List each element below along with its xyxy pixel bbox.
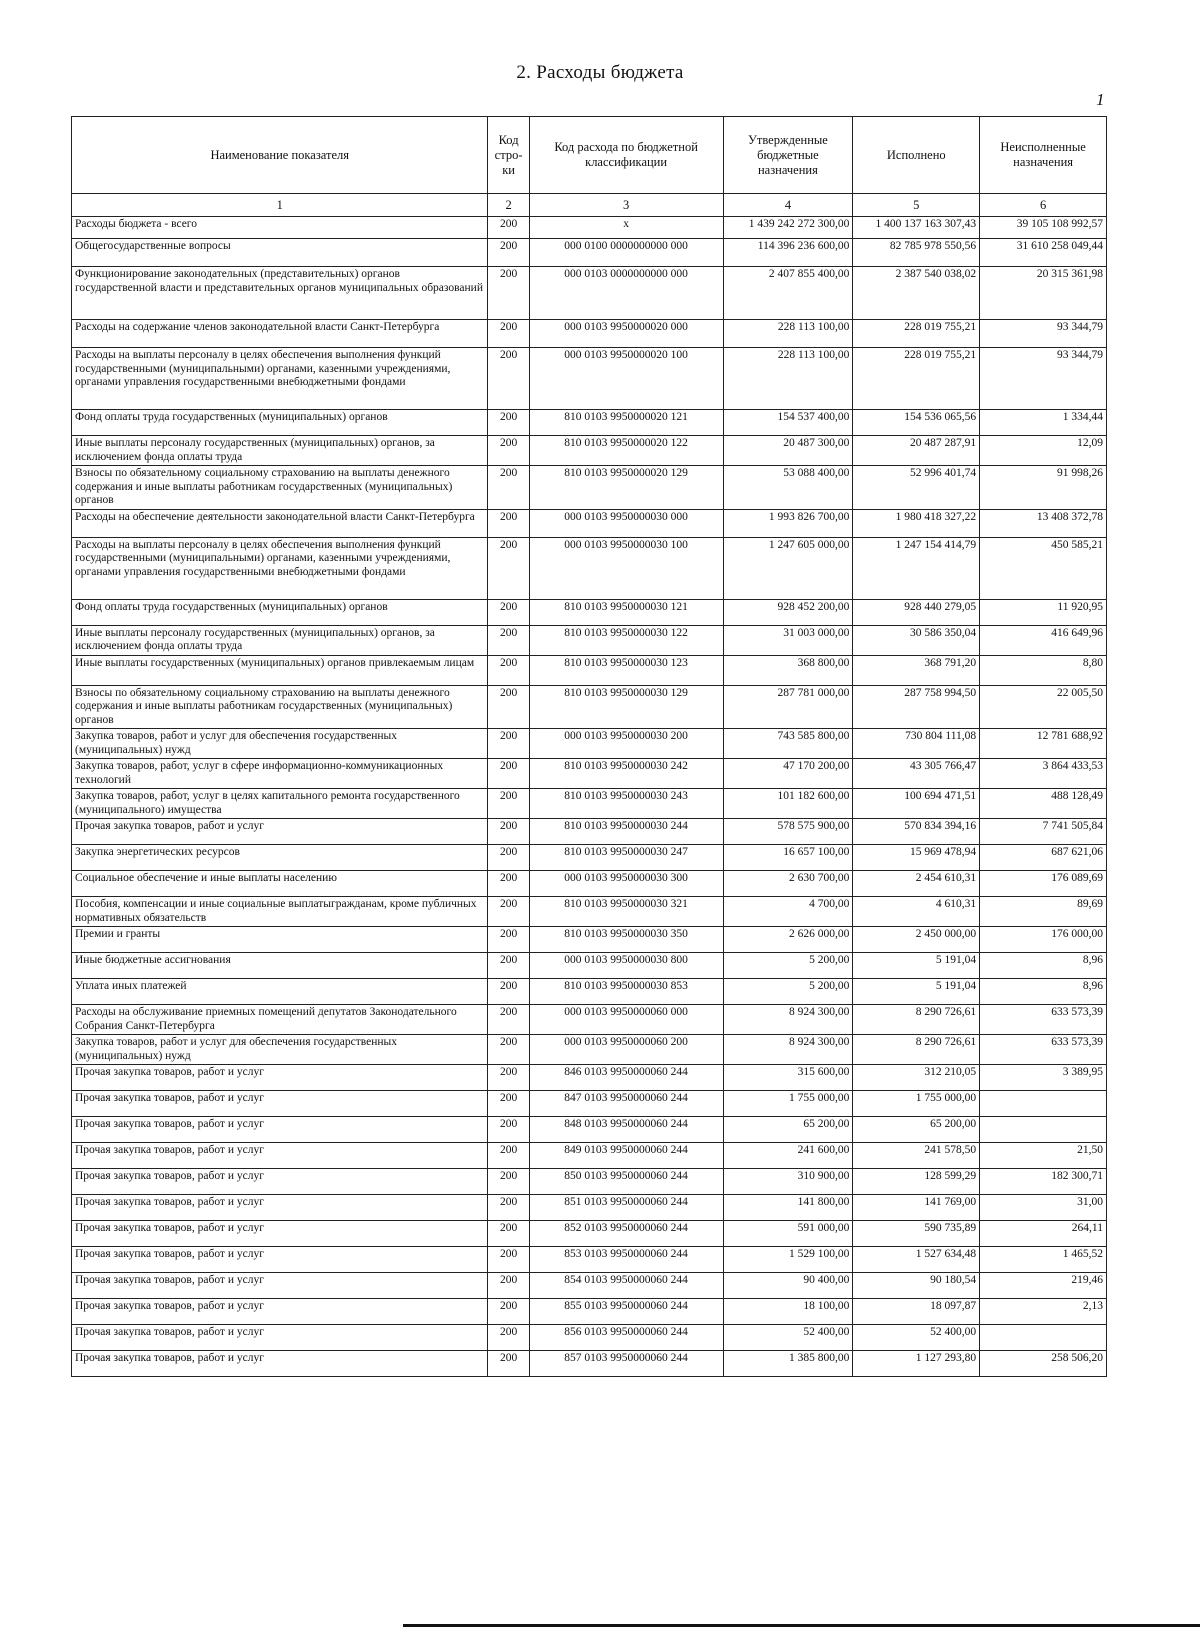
row-name: Общегосударственные вопросы <box>72 239 488 267</box>
row-unexecuted: 13 408 372,78 <box>980 509 1107 537</box>
row-line-code: 200 <box>488 599 529 625</box>
table-row <box>72 655 1107 685</box>
table-body <box>72 217 1107 1377</box>
row-unexecuted: 11 920,95 <box>980 599 1107 625</box>
table-row <box>72 348 1107 410</box>
row-name: Прочая закупка товаров, работ и услуг <box>72 1065 488 1091</box>
row-classification-code: 810 0103 9950000030 247 <box>529 845 723 871</box>
row-classification-code: 810 0103 9950000030 242 <box>529 759 723 789</box>
row-line-code: 200 <box>488 1005 529 1035</box>
row-line-code: 200 <box>488 819 529 845</box>
table-row <box>72 1351 1107 1377</box>
row-unexecuted: 8,96 <box>980 953 1107 979</box>
table-row <box>72 466 1107 510</box>
row-classification-code: 851 0103 9950000060 244 <box>529 1195 723 1221</box>
row-executed: 52 400,00 <box>853 1325 980 1351</box>
row-approved: 1 529 100,00 <box>723 1247 853 1273</box>
page-title: 2. Расходы бюджета <box>516 62 684 83</box>
row-classification-code: 857 0103 9950000060 244 <box>529 1351 723 1377</box>
row-line-code: 200 <box>488 953 529 979</box>
row-executed: 100 694 471,51 <box>853 789 980 819</box>
row-classification-code: 849 0103 9950000060 244 <box>529 1143 723 1169</box>
row-executed: 1 400 137 163 307,43 <box>853 217 980 239</box>
row-executed: 241 578,50 <box>853 1143 980 1169</box>
row-approved: 2 407 855 400,00 <box>723 267 853 320</box>
row-classification-code: 846 0103 9950000060 244 <box>529 1065 723 1091</box>
row-classification-code: 000 0103 9950000030 800 <box>529 953 723 979</box>
header-executed: Исполнено <box>853 117 980 194</box>
row-approved: 228 113 100,00 <box>723 320 853 348</box>
row-name: Прочая закупка товаров, работ и услуг <box>72 1195 488 1221</box>
row-approved: 591 000,00 <box>723 1221 853 1247</box>
table-row <box>72 1273 1107 1299</box>
row-executed: 18 097,87 <box>853 1299 980 1325</box>
row-line-code: 200 <box>488 1035 529 1065</box>
table-row <box>72 979 1107 1005</box>
table-row <box>72 267 1107 320</box>
row-unexecuted: 633 573,39 <box>980 1005 1107 1035</box>
row-classification-code: 810 0103 9950000030 129 <box>529 685 723 729</box>
row-name: Прочая закупка товаров, работ и услуг <box>72 1091 488 1117</box>
table-row <box>72 759 1107 789</box>
row-line-code: 200 <box>488 410 529 436</box>
row-approved: 20 487 300,00 <box>723 436 853 466</box>
table-row <box>72 1221 1107 1247</box>
row-line-code: 200 <box>488 729 529 759</box>
row-unexecuted: 416 649,96 <box>980 625 1107 655</box>
row-name: Прочая закупка товаров, работ и услуг <box>72 1117 488 1143</box>
table-row <box>72 1299 1107 1325</box>
row-line-code: 200 <box>488 1065 529 1091</box>
row-unexecuted: 488 128,49 <box>980 789 1107 819</box>
table-row <box>72 599 1107 625</box>
row-name: Взносы по обязательному социальному страхованию на выплаты денежного содержания и иные выплаты работникам государственных (муниципальных) органов <box>72 466 488 510</box>
row-name: Прочая закупка товаров, работ и услуг <box>72 1299 488 1325</box>
row-line-code: 200 <box>488 927 529 953</box>
row-approved: 2 630 700,00 <box>723 871 853 897</box>
table-row <box>72 789 1107 819</box>
row-classification-code: 848 0103 9950000060 244 <box>529 1117 723 1143</box>
table-row <box>72 239 1107 267</box>
row-unexecuted: 219,46 <box>980 1273 1107 1299</box>
table-row <box>72 1169 1107 1195</box>
row-unexecuted: 91 998,26 <box>980 466 1107 510</box>
row-classification-code: 810 0103 9950000020 129 <box>529 466 723 510</box>
row-executed: 287 758 994,50 <box>853 685 980 729</box>
row-unexecuted: 1 465,52 <box>980 1247 1107 1273</box>
row-name: Премии и гранты <box>72 927 488 953</box>
row-approved: 5 200,00 <box>723 953 853 979</box>
table-row <box>72 509 1107 537</box>
row-name: Иные бюджетные ассигнования <box>72 953 488 979</box>
row-name: Прочая закупка товаров, работ и услуг <box>72 1325 488 1351</box>
table-row <box>72 1065 1107 1091</box>
table-row <box>72 953 1107 979</box>
row-name: Уплата иных платежей <box>72 979 488 1005</box>
row-executed: 368 791,20 <box>853 655 980 685</box>
column-number: 6 <box>980 194 1107 217</box>
row-line-code: 200 <box>488 685 529 729</box>
row-approved: 8 924 300,00 <box>723 1005 853 1035</box>
row-unexecuted: 22 005,50 <box>980 685 1107 729</box>
row-approved: 53 088 400,00 <box>723 466 853 510</box>
table-row <box>72 729 1107 759</box>
row-name: Прочая закупка товаров, работ и услуг <box>72 1221 488 1247</box>
row-approved: 52 400,00 <box>723 1325 853 1351</box>
table-row <box>72 685 1107 729</box>
row-unexecuted: 21,50 <box>980 1143 1107 1169</box>
row-executed: 128 599,29 <box>853 1169 980 1195</box>
row-classification-code: 000 0103 9950000020 100 <box>529 348 723 410</box>
row-name: Прочая закупка товаров, работ и услуг <box>72 1351 488 1377</box>
table-row <box>72 1117 1107 1143</box>
row-name: Закупка товаров, работ, услуг в сфере информационно-коммуникационных технологий <box>72 759 488 789</box>
row-line-code: 200 <box>488 1299 529 1325</box>
row-classification-code: 000 0103 9950000030 000 <box>529 509 723 537</box>
row-classification-code: 850 0103 9950000060 244 <box>529 1169 723 1195</box>
table-row <box>72 1195 1107 1221</box>
row-unexecuted: 3 389,95 <box>980 1065 1107 1091</box>
row-line-code: 200 <box>488 1221 529 1247</box>
row-approved: 310 900,00 <box>723 1169 853 1195</box>
row-line-code: 200 <box>488 537 529 599</box>
row-name: Фонд оплаты труда государственных (муниципальных) органов <box>72 599 488 625</box>
row-executed: 2 454 610,31 <box>853 871 980 897</box>
row-line-code: 200 <box>488 466 529 510</box>
row-executed: 1 527 634,48 <box>853 1247 980 1273</box>
row-line-code: 200 <box>488 871 529 897</box>
row-line-code: 200 <box>488 845 529 871</box>
table-row <box>72 1247 1107 1273</box>
row-name: Функционирование законодательных (представительных) органов государственной власти и представительных органов муниципальных образований <box>72 267 488 320</box>
table-row <box>72 1091 1107 1117</box>
table-row <box>72 927 1107 953</box>
row-classification-code: 000 0103 9950000030 300 <box>529 871 723 897</box>
row-name: Прочая закупка товаров, работ и услуг <box>72 1143 488 1169</box>
footer-rule <box>403 1624 1200 1627</box>
row-line-code: 200 <box>488 509 529 537</box>
row-executed: 1 980 418 327,22 <box>853 509 980 537</box>
row-executed: 141 769,00 <box>853 1195 980 1221</box>
row-approved: 114 396 236 600,00 <box>723 239 853 267</box>
row-classification-code: 810 0103 9950000030 321 <box>529 897 723 927</box>
row-classification-code: 810 0103 9950000020 121 <box>529 410 723 436</box>
row-name: Закупка товаров, работ и услуг для обеспечения государственных (муниципальных) нужд <box>72 729 488 759</box>
row-unexecuted <box>980 1325 1107 1351</box>
row-name: Иные выплаты государственных (муниципальных) органов привлекаемым лицам <box>72 655 488 685</box>
row-line-code: 200 <box>488 320 529 348</box>
row-approved: 8 924 300,00 <box>723 1035 853 1065</box>
row-unexecuted: 3 864 433,53 <box>980 759 1107 789</box>
row-executed: 1 755 000,00 <box>853 1091 980 1117</box>
row-classification-code: 854 0103 9950000060 244 <box>529 1273 723 1299</box>
row-executed: 15 969 478,94 <box>853 845 980 871</box>
row-classification-code: 810 0103 9950000030 350 <box>529 927 723 953</box>
row-unexecuted: 8,80 <box>980 655 1107 685</box>
row-executed: 570 834 394,16 <box>853 819 980 845</box>
row-approved: 18 100,00 <box>723 1299 853 1325</box>
row-line-code: 200 <box>488 1247 529 1273</box>
row-unexecuted: 1 334,44 <box>980 410 1107 436</box>
row-approved: 101 182 600,00 <box>723 789 853 819</box>
row-unexecuted: 89,69 <box>980 897 1107 927</box>
row-approved: 1 247 605 000,00 <box>723 537 853 599</box>
row-approved: 4 700,00 <box>723 897 853 927</box>
budget-expenses-table <box>71 116 1107 1377</box>
row-classification-code: 000 0103 9950000020 000 <box>529 320 723 348</box>
row-name: Социальное обеспечение и иные выплаты населению <box>72 871 488 897</box>
row-line-code: 200 <box>488 267 529 320</box>
row-unexecuted: 258 506,20 <box>980 1351 1107 1377</box>
row-unexecuted <box>980 1117 1107 1143</box>
table-header-row <box>72 117 1107 194</box>
row-name: Закупка товаров, работ и услуг для обеспечения государственных (муниципальных) нужд <box>72 1035 488 1065</box>
row-executed: 228 019 755,21 <box>853 348 980 410</box>
row-executed: 20 487 287,91 <box>853 436 980 466</box>
header-name: Наименование показателя <box>72 117 488 194</box>
row-approved: 743 585 800,00 <box>723 729 853 759</box>
row-unexecuted: 450 585,21 <box>980 537 1107 599</box>
row-executed: 928 440 279,05 <box>853 599 980 625</box>
row-approved: 2 626 000,00 <box>723 927 853 953</box>
row-classification-code: 847 0103 9950000060 244 <box>529 1091 723 1117</box>
row-line-code: 200 <box>488 759 529 789</box>
table-row <box>72 871 1107 897</box>
table-row <box>72 1005 1107 1035</box>
row-executed: 590 735,89 <box>853 1221 980 1247</box>
row-name: Прочая закупка товаров, работ и услуг <box>72 1273 488 1299</box>
row-approved: 368 800,00 <box>723 655 853 685</box>
row-approved: 1 439 242 272 300,00 <box>723 217 853 239</box>
header-unexecuted: Неисполненные назначения <box>980 117 1107 194</box>
row-classification-code: 000 0103 9950000030 200 <box>529 729 723 759</box>
row-unexecuted: 2,13 <box>980 1299 1107 1325</box>
row-line-code: 200 <box>488 1351 529 1377</box>
row-approved: 241 600,00 <box>723 1143 853 1169</box>
row-approved: 31 003 000,00 <box>723 625 853 655</box>
row-approved: 16 657 100,00 <box>723 845 853 871</box>
row-line-code: 200 <box>488 789 529 819</box>
row-name: Взносы по обязательному социальному страхованию на выплаты денежного содержания и иные выплаты работникам государственных (муниципальных) органов <box>72 685 488 729</box>
row-approved: 315 600,00 <box>723 1065 853 1091</box>
row-classification-code: 852 0103 9950000060 244 <box>529 1221 723 1247</box>
table-row <box>72 819 1107 845</box>
row-classification-code: 810 0103 9950000030 122 <box>529 625 723 655</box>
row-classification-code: 810 0103 9950000030 121 <box>529 599 723 625</box>
row-classification-code: 000 0103 0000000000 000 <box>529 267 723 320</box>
row-classification-code: 000 0103 9950000060 200 <box>529 1035 723 1065</box>
row-executed: 5 191,04 <box>853 953 980 979</box>
row-executed: 2 387 540 038,02 <box>853 267 980 320</box>
row-unexecuted: 93 344,79 <box>980 320 1107 348</box>
row-executed: 312 210,05 <box>853 1065 980 1091</box>
table-row <box>72 410 1107 436</box>
row-classification-code: 856 0103 9950000060 244 <box>529 1325 723 1351</box>
row-executed: 1 127 293,80 <box>853 1351 980 1377</box>
page-marker: 1 <box>1096 90 1105 109</box>
row-approved: 90 400,00 <box>723 1273 853 1299</box>
row-unexecuted: 633 573,39 <box>980 1035 1107 1065</box>
row-unexecuted: 12 781 688,92 <box>980 729 1107 759</box>
row-approved: 928 452 200,00 <box>723 599 853 625</box>
row-name: Прочая закупка товаров, работ и услуг <box>72 1247 488 1273</box>
row-executed: 8 290 726,61 <box>853 1005 980 1035</box>
row-line-code: 200 <box>488 1273 529 1299</box>
row-classification-code: 810 0103 9950000030 244 <box>529 819 723 845</box>
column-number: 4 <box>723 194 853 217</box>
table-row <box>72 320 1107 348</box>
row-name: Прочая закупка товаров, работ и услуг <box>72 1169 488 1195</box>
row-approved: 141 800,00 <box>723 1195 853 1221</box>
row-line-code: 200 <box>488 348 529 410</box>
table-row <box>72 625 1107 655</box>
row-approved: 1 993 826 700,00 <box>723 509 853 537</box>
row-classification-code: 810 0103 9950000030 243 <box>529 789 723 819</box>
row-unexecuted: 687 621,06 <box>980 845 1107 871</box>
row-name: Расходы на обеспечение деятельности законодательной власти Санкт-Петербурга <box>72 509 488 537</box>
row-line-code: 200 <box>488 217 529 239</box>
row-name: Расходы бюджета - всего <box>72 217 488 239</box>
row-executed: 4 610,31 <box>853 897 980 927</box>
table-row <box>72 845 1107 871</box>
row-approved: 287 781 000,00 <box>723 685 853 729</box>
table-row <box>72 1143 1107 1169</box>
row-approved: 578 575 900,00 <box>723 819 853 845</box>
row-line-code: 200 <box>488 239 529 267</box>
row-name: Расходы на выплаты персоналу в целях обеспечения выполнения функций государственными (муниципальными) органами, казенными учреждениями, органами управления государственными внебюджетными фондами <box>72 348 488 410</box>
row-unexecuted: 93 344,79 <box>980 348 1107 410</box>
row-approved: 154 537 400,00 <box>723 410 853 436</box>
row-name: Иные выплаты персоналу государственных (муниципальных) органов, за исключением фонда оплаты труда <box>72 625 488 655</box>
row-name: Расходы на содержание членов законодательной власти Санкт-Петербурга <box>72 320 488 348</box>
table-row <box>72 537 1107 599</box>
row-name: Закупка товаров, работ, услуг в целях капитального ремонта государственного (муниципального) имущества <box>72 789 488 819</box>
row-executed: 30 586 350,04 <box>853 625 980 655</box>
row-unexecuted: 176 089,69 <box>980 871 1107 897</box>
row-classification-code: x <box>529 217 723 239</box>
table-row <box>72 436 1107 466</box>
row-executed: 5 191,04 <box>853 979 980 1005</box>
row-name: Иные выплаты персоналу государственных (муниципальных) органов, за исключением фонда оплаты труда <box>72 436 488 466</box>
row-unexecuted: 8,96 <box>980 979 1107 1005</box>
row-executed: 154 536 065,56 <box>853 410 980 436</box>
row-name: Расходы на выплаты персоналу в целях обеспечения выполнения функций государственными (муниципальными) органами, казенными учреждениями, органами управления государственными внебюджетными фондами <box>72 537 488 599</box>
row-unexecuted: 7 741 505,84 <box>980 819 1107 845</box>
row-unexecuted: 12,09 <box>980 436 1107 466</box>
row-executed: 1 247 154 414,79 <box>853 537 980 599</box>
row-line-code: 200 <box>488 1091 529 1117</box>
row-executed: 65 200,00 <box>853 1117 980 1143</box>
column-number: 1 <box>72 194 488 217</box>
row-classification-code: 000 0100 0000000000 000 <box>529 239 723 267</box>
header-line-code: Код стро- ки <box>488 117 529 194</box>
row-approved: 65 200,00 <box>723 1117 853 1143</box>
row-unexecuted: 182 300,71 <box>980 1169 1107 1195</box>
row-name: Прочая закупка товаров, работ и услуг <box>72 819 488 845</box>
row-classification-code: 855 0103 9950000060 244 <box>529 1299 723 1325</box>
row-executed: 52 996 401,74 <box>853 466 980 510</box>
row-line-code: 200 <box>488 655 529 685</box>
row-approved: 1 755 000,00 <box>723 1091 853 1117</box>
table-row <box>72 217 1107 239</box>
row-classification-code: 810 0103 9950000030 123 <box>529 655 723 685</box>
row-unexecuted: 264,11 <box>980 1221 1107 1247</box>
row-unexecuted: 176 000,00 <box>980 927 1107 953</box>
row-executed: 730 804 111,08 <box>853 729 980 759</box>
row-line-code: 200 <box>488 1325 529 1351</box>
row-executed: 2 450 000,00 <box>853 927 980 953</box>
row-executed: 43 305 766,47 <box>853 759 980 789</box>
row-classification-code: 000 0103 9950000060 000 <box>529 1005 723 1035</box>
row-executed: 8 290 726,61 <box>853 1035 980 1065</box>
header-classification-code: Код расхода по бюджетной классификации <box>529 117 723 194</box>
row-name: Пособия, компенсации и иные социальные выплатыгражданам, кроме публичных нормативных обязательств <box>72 897 488 927</box>
row-executed: 82 785 978 550,56 <box>853 239 980 267</box>
row-unexecuted <box>980 1091 1107 1117</box>
row-executed: 228 019 755,21 <box>853 320 980 348</box>
row-name: Фонд оплаты труда государственных (муниципальных) органов <box>72 410 488 436</box>
row-approved: 228 113 100,00 <box>723 348 853 410</box>
table-row <box>72 1325 1107 1351</box>
column-number: 2 <box>488 194 529 217</box>
row-approved: 5 200,00 <box>723 979 853 1005</box>
row-unexecuted: 31 610 258 049,44 <box>980 239 1107 267</box>
row-line-code: 200 <box>488 897 529 927</box>
column-number: 5 <box>853 194 980 217</box>
table-row <box>72 897 1107 927</box>
row-line-code: 200 <box>488 979 529 1005</box>
row-line-code: 200 <box>488 1195 529 1221</box>
table-row <box>72 1035 1107 1065</box>
row-approved: 47 170 200,00 <box>723 759 853 789</box>
row-classification-code: 810 0103 9950000020 122 <box>529 436 723 466</box>
column-number: 3 <box>529 194 723 217</box>
row-line-code: 200 <box>488 1143 529 1169</box>
row-name: Закупка энергетических ресурсов <box>72 845 488 871</box>
row-line-code: 200 <box>488 1117 529 1143</box>
row-unexecuted: 20 315 361,98 <box>980 267 1107 320</box>
row-unexecuted: 39 105 108 992,57 <box>980 217 1107 239</box>
row-line-code: 200 <box>488 1169 529 1195</box>
row-classification-code: 853 0103 9950000060 244 <box>529 1247 723 1273</box>
row-line-code: 200 <box>488 436 529 466</box>
column-number-row <box>72 194 1107 217</box>
row-executed: 90 180,54 <box>853 1273 980 1299</box>
row-approved: 1 385 800,00 <box>723 1351 853 1377</box>
row-name: Расходы на обслуживание приемных помещений депутатов Законодательного Собрания Санкт-Петербурга <box>72 1005 488 1035</box>
row-unexecuted: 31,00 <box>980 1195 1107 1221</box>
header-approved: Утвержденные бюджетные назначения <box>723 117 853 194</box>
row-classification-code: 810 0103 9950000030 853 <box>529 979 723 1005</box>
row-line-code: 200 <box>488 625 529 655</box>
row-classification-code: 000 0103 9950000030 100 <box>529 537 723 599</box>
